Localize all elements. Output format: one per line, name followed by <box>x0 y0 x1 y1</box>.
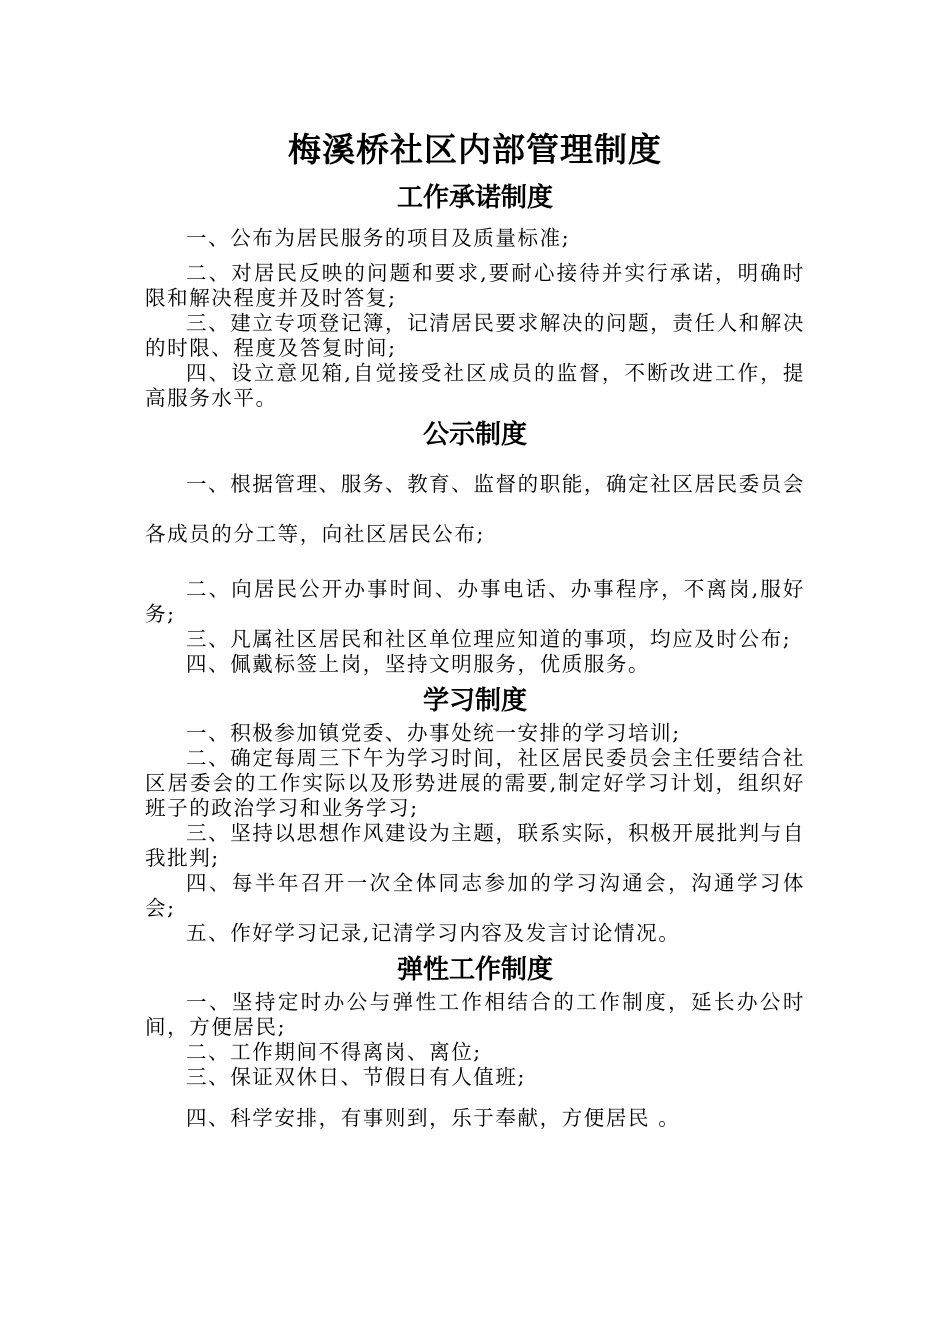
paragraph: 二、工作期间不得离岗、离位; <box>186 1040 482 1064</box>
paragraph: 二、确定每周三下午为学习时间，社区居民委员会主任要结合社区居委会的工作实际以及形势进展的需要,制定好学习计划，组织好班子的政治学习和业务学习; <box>145 746 805 820</box>
section-public-notice <box>145 417 805 677</box>
paragraph: 三、建立专项登记簿，记清居民要求解决的问题，责任人和解决的时限、程度及答复时间; <box>145 311 805 360</box>
paragraph: 三、保证双休日、节假日有人值班; <box>186 1065 527 1089</box>
section-heading: 学习制度 <box>422 686 527 716</box>
paragraph: 一、积极参加镇党委、办事处统一安排的学习培训; <box>186 721 681 745</box>
paragraph: 四、佩戴标签上岗，坚持文明服务，优质服务。 <box>186 652 651 676</box>
section-heading: 弹性工作制度 <box>396 955 553 985</box>
paragraph: 二、向居民公开办事时间、办事电话、办事程序，不离岗,服好务; <box>145 577 805 626</box>
section-heading: 公示制度 <box>422 420 527 450</box>
section-study <box>145 683 805 946</box>
paragraph: 四、每半年召开一次全体同志参加的学习沟通会，沟通学习体会; <box>145 871 805 920</box>
document-page <box>145 128 805 1131</box>
paragraph: 三、坚持以思想作风建设为主题，联系实际，积极开展批判与自我批判; <box>145 821 805 870</box>
paragraph: 四、设立意见箱,自觉接受社区成员的监督，不断改进工作，提高服务水平。 <box>145 361 805 410</box>
section-flexible-work <box>145 952 805 1131</box>
paragraph: 三、凡属社区居民和社区单位理应知道的事项，均应及时公布; <box>186 627 792 651</box>
paragraph: 一、坚持定时办公与弹性工作相结合的工作制度，延长办公时间，方便居民; <box>145 990 805 1039</box>
section-work-commitment <box>145 180 805 411</box>
section-heading: 工作承诺制度 <box>396 183 553 213</box>
paragraph: 一、公布为居民服务的项目及质量标准; <box>186 226 571 250</box>
paragraph: 一、根据管理、服务、教育、监督的职能，确定社区居民委员会各成员的分工等，向社区居民公布; <box>145 472 805 546</box>
paragraph: 五、作好学习记录,记清学习内容及发言讨论情况。 <box>186 921 681 945</box>
paragraph: 四、科学安排，有事则到，乐于奉献，方便居民 。 <box>186 1106 681 1130</box>
document-title: 梅溪桥社区内部管理制度 <box>288 130 662 169</box>
paragraph: 二、对居民反映的问题和要求,要耐心接待并实行承诺，明确时限和解决程度并及时答复; <box>145 261 805 310</box>
